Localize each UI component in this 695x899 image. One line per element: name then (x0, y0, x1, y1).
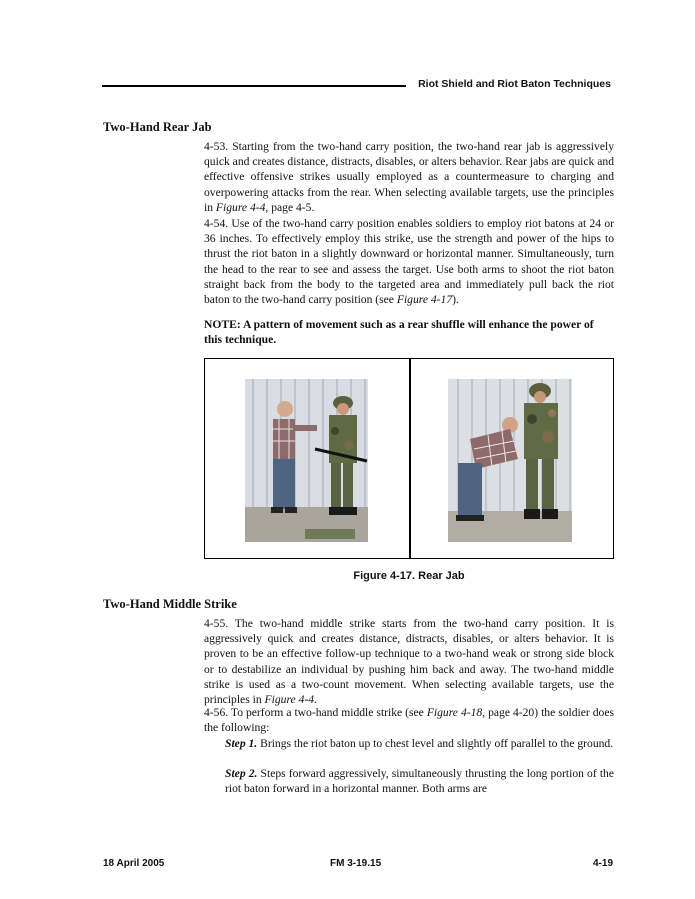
figure-reference[interactable]: Figure 4-4 (264, 693, 315, 707)
paragraph-4-56: 4-56. To perform a two-hand middle strike (see Figure 4-18, page 4-20) the soldier does the following: (204, 706, 615, 735)
running-header: Riot Shield and Riot Baton Techniques (418, 78, 611, 90)
paragraph-4-54: 4-54. Use of the two-hand carry position enables soldiers to employ riot batons at 24 or 36 inches. To effectively employ this strike, use the strength and power of the hips to thrust the riot baton in a slightly downward or horizontal manner. Simultaneously, turn the head to the rear to see and assess the target. Use both arms to shoot the riot baton straight back from the body to the targeted area and immediately pull back the riot baton to the two-hand carry position (see Figure 4-17). (204, 217, 614, 307)
paragraph-4-53: 4-53. Starting from the two-hand carry position, the two-hand rear jab is aggressively quick and creates distance, distracts, disables, or alters behavior. Rear jabs are quick and effective offensive strikes usually employed as a countermeasure to charging and overpowering attacks from the rear. When selecting available targets, use the principles in Figure 4-4, page 4-5. (204, 140, 614, 214)
rear-jab-photo-2 (448, 379, 572, 542)
figure-frame (204, 358, 614, 559)
figure-caption: Figure 4-17. Rear Jab (353, 570, 465, 582)
figure-reference[interactable]: Figure 4-18 (426, 706, 483, 719)
rear-jab-photo-1 (245, 379, 368, 542)
note: NOTE: A pattern of movement such as a rear shuffle will enhance the power of this technique. (204, 318, 594, 347)
footer-date: 18 April 2005 (103, 858, 165, 869)
section-heading-middle-strike: Two-Hand Middle Strike (103, 597, 237, 611)
footer-page-number: 4-19 (592, 858, 613, 869)
figure-divider (409, 359, 411, 558)
step-1: Step 1. Brings the riot baton up to chest level and slightly off parallel to the ground. (225, 737, 614, 750)
figure-reference[interactable]: Figure 4-4 (215, 200, 266, 214)
section-heading-rear-jab: Two-Hand Rear Jab (103, 120, 212, 134)
figure-reference[interactable]: Figure 4-17 (396, 293, 453, 307)
paragraph-4-55: 4-55. The two-hand middle strike starts from the two-hand carry position. It is aggressively quick and creates distance, distracts, disables, or alters behavior. It is proven to be an effective follow-up technique to a two-hand weak or strong side block or to destabilize an individual by pushing him back and away. The two-hand middle strike is used as a two-count movement. When selecting available targets, use the principles in Figure 4-4. (204, 617, 614, 707)
step-label: Step 2. (225, 767, 258, 780)
footer-manual: FM 3-19.15 (330, 858, 382, 869)
header-rule (102, 85, 406, 87)
step-2: Step 2. Steps forward aggressively, simultaneously thrusting the long portion of the riot baton forward in a horizontal manner. Both arms are (225, 767, 614, 796)
step-label: Step 1. (225, 737, 258, 750)
